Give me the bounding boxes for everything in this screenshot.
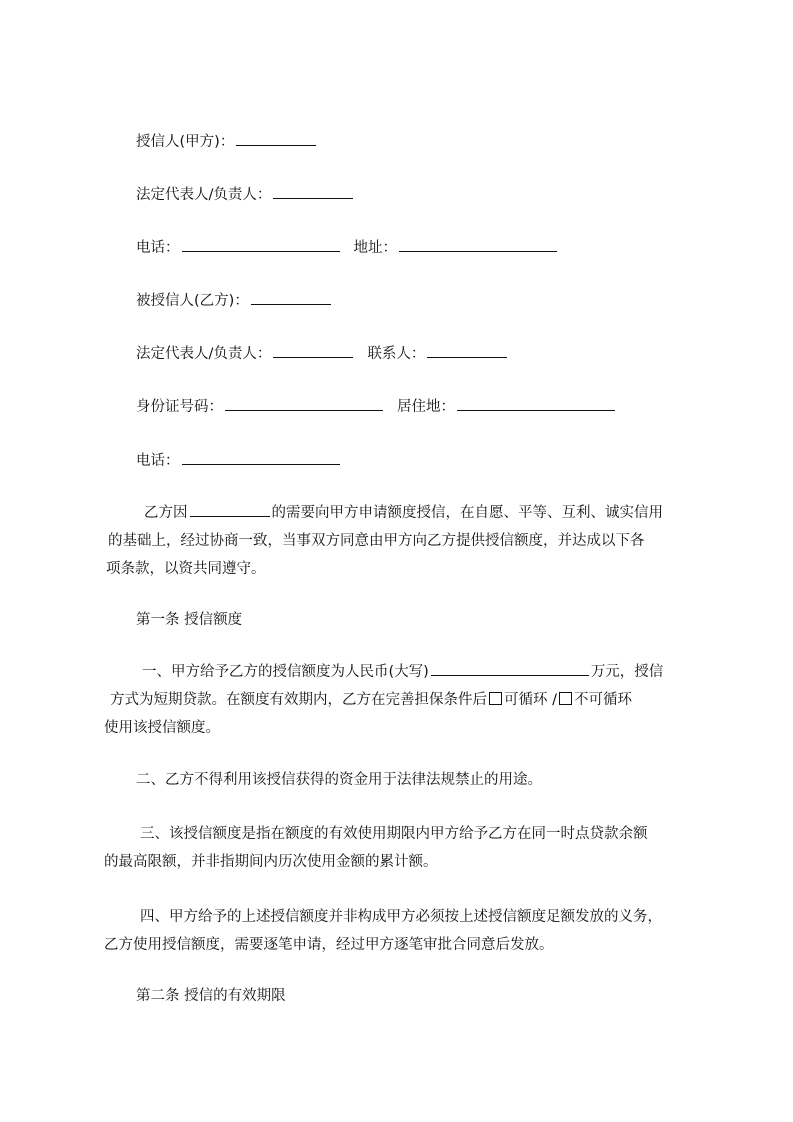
non-revolving-checkbox[interactable]: [559, 692, 572, 705]
party-a-legal-rep-blank[interactable]: [273, 185, 353, 199]
clause1-prefix: 一、甲方给予乙方的授信额度为人民币(大写): [142, 664, 429, 680]
clause3-line1: 三、该授信额度是指在额度的有效使用期限内甲方给予乙方在同一时点贷款余额: [140, 826, 648, 842]
clause3-line2: 的最高限额，并非指期间内历次使用金额的累计额。: [104, 854, 438, 870]
grantor-line: [136, 132, 318, 152]
clause1-line2: 方式为短期贷款。在额度有效期内，乙方在完善担保条件后: [110, 692, 487, 708]
intro-line1: 的需要向甲方申请额度授信，在自愿、平等、互利、诚实信用: [271, 505, 663, 521]
grantee-label: 被授信人(乙方)：: [136, 293, 249, 309]
revolving-checkbox[interactable]: [489, 692, 502, 705]
clause4-line1: 四、甲方给予的上述授信额度并非构成甲方必须按上述授信额度足额发放的义务，: [140, 909, 662, 925]
clause1-line3: 使用该授信额度。: [104, 720, 220, 736]
party-b-id-blank[interactable]: [225, 397, 383, 411]
party-b-contact-blank[interactable]: [427, 344, 507, 358]
intro-paragraph: [104, 499, 704, 583]
party-a-phone-label: 电话：: [136, 240, 180, 256]
party-a-contact-line: [136, 238, 559, 258]
clause3-paragraph: [104, 820, 704, 876]
grantee-blank[interactable]: [251, 291, 331, 305]
clause1-suffix: 万元，授信: [590, 664, 664, 680]
party-b-residence-blank[interactable]: [457, 397, 615, 411]
credit-amount-blank[interactable]: [431, 662, 589, 676]
party-b-legal-rep-label: 法定代表人/负责人：: [136, 346, 272, 362]
article1-title: 第一条 授信额度: [136, 612, 243, 628]
intro-reason-blank[interactable]: [190, 503, 270, 517]
grantor-label: 授信人(甲方)：: [136, 134, 235, 150]
party-a-legal-rep-label: 法定代表人/负责人：: [136, 187, 272, 203]
party-b-contact-label: 联系人：: [367, 346, 426, 362]
party-b-phone-line: [136, 451, 342, 471]
party-b-id-line: [136, 397, 617, 417]
grantor-blank[interactable]: [236, 132, 316, 146]
clause4-paragraph: [104, 903, 704, 959]
intro-prefix: 乙方因: [144, 505, 188, 521]
intro-line3: 项条款，以资共同遵守。: [106, 561, 266, 577]
party-a-address-label: 地址：: [353, 240, 397, 256]
clause4-line2: 乙方使用授信额度，需要逐笔申请，经过甲方逐笔审批合同意后发放。: [104, 937, 554, 953]
party-a-address-blank[interactable]: [399, 238, 557, 252]
party-b-legal-rep-line: [136, 344, 509, 364]
party-a-legal-rep-line: [136, 185, 355, 205]
party-a-phone-blank[interactable]: [182, 238, 340, 252]
article2-title: 第二条 授信的有效期限: [136, 988, 286, 1004]
revolving-label: 可循环: [504, 692, 548, 708]
grantee-line: [136, 291, 333, 311]
non-revolving-label: 不可循环: [574, 692, 632, 708]
clause2: 二、乙方不得利用该授信获得的资金用于法律法规禁止的用途。: [136, 772, 542, 788]
party-b-legal-rep-blank[interactable]: [273, 344, 353, 358]
party-b-id-label: 身份证号码：: [136, 399, 223, 415]
option-separator: /: [552, 692, 557, 708]
clause1-paragraph: [104, 658, 704, 742]
intro-line2: 的基础上，经过协商一致，当事双方同意由甲方向乙方提供授信额度，并达成以下各: [108, 533, 645, 549]
party-b-phone-label: 电话：: [136, 453, 180, 469]
party-b-phone-blank[interactable]: [182, 451, 340, 465]
party-b-residence-label: 居住地：: [397, 399, 455, 415]
